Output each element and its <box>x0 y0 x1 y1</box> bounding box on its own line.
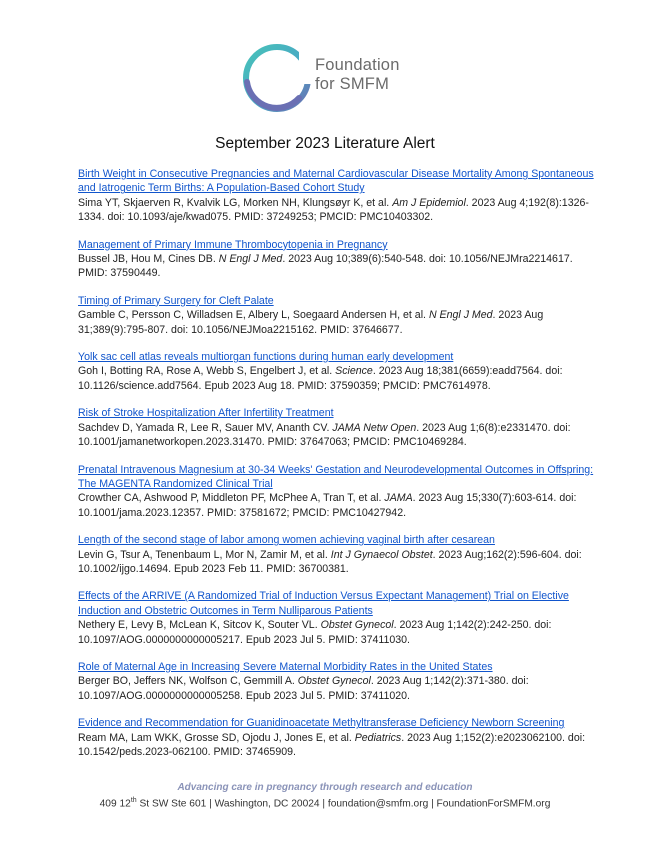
citation <box>78 491 598 520</box>
citation-details: . 2023 Aug 1;142(2):242-250. doi: 10.1097/AOG.0000000000005217. Epub 2023 Jul 5. PMID: 37411030. <box>78 619 552 646</box>
citation <box>78 731 598 760</box>
article-title-link[interactable]: Role of Maternal Age in Increasing Severe Maternal Morbidity Rates in the United States <box>78 660 493 673</box>
article-title-link[interactable]: Effects of the ARRIVE (A Randomized Trial of Induction Versus Expectant Management) Trial on Elective Induction and Obstetric Outcomes in Term Nulliparous Patients <box>78 590 569 617</box>
address-rest: St SW Ste 601 | Washington, DC 20024 | foundation@smfm.org | FoundationForSMFM.org <box>136 798 551 810</box>
citation-authors: Berger BO, Jeffers NK, Wolfson C, Gemmill A. <box>78 675 298 688</box>
citation-journal: JAMA Netw Open <box>332 421 417 434</box>
citation-details: . 2023 Aug;162(2):596-604. doi: 10.1002/ijgo.14694. Epub 2023 Feb 11. PMID: 36700381. <box>78 548 582 575</box>
citation-journal: Obstet Gynecol <box>320 619 394 632</box>
citation-details: . 2023 Aug 1;6(8):e2331470. doi: 10.1001/jamanetworkopen.2023.31470. PMID: 37647063; PMCID: PMC10469284. <box>78 421 571 449</box>
footer-tagline: Advancing care in pregnancy through research and education <box>177 782 473 793</box>
citation <box>78 308 598 337</box>
ring-logo-icon <box>241 42 313 114</box>
page-title: September 2023 Literature Alert <box>215 135 435 152</box>
citation-details: . 2023 Aug 31;389(9):795-807. doi: 10.1056/NEJMoa2215162. PMID: 37646677. <box>78 309 544 336</box>
literature-entry <box>78 660 598 703</box>
literature-entry <box>78 294 598 337</box>
citation-authors: Nethery E, Levy B, McLean K, Sitcov K, Souter VL. <box>78 619 321 632</box>
citation <box>78 364 598 393</box>
article-title-link[interactable]: Length of the second stage of labor among women achieving vaginal birth after cesarean <box>78 534 495 547</box>
citation-details: . 2023 Aug 1;142(2):371-380. doi: 10.1097/AOG.0000000000005258. Epub 2023 Jul 5. PMID: 37411020. <box>78 675 529 702</box>
literature-entry <box>78 716 598 759</box>
citation-authors: Crowther CA, Ashwood P, Middleton PF, McPhee A, Tran T, et al. <box>78 492 385 505</box>
literature-entry <box>78 167 598 225</box>
literature-entry <box>78 589 598 647</box>
address-number: 409 12 <box>99 798 131 810</box>
citation-journal: N Engl J Med <box>218 253 283 266</box>
citation-authors: Sima YT, Skjaerven R, Kvalvik LG, Morken NH, Klungsøyr K, et al. <box>78 196 393 209</box>
citation <box>78 674 598 703</box>
citation-authors: Goh I, Botting RA, Rose A, Webb S, Engelbert J, et al. <box>78 365 336 378</box>
article-title-link[interactable]: Risk of Stroke Hospitalization After Infertility Treatment <box>78 407 334 420</box>
address-suffix: th <box>130 797 137 804</box>
citation-details: . 2023 Aug 10;389(6):540-548. doi: 10.1056/NEJMra2214617. PMID: 37590449. <box>78 253 573 280</box>
article-title-link[interactable]: Evidence and Recommendation for Guanidinoacetate Methyltransferase Deficiency Newborn Screening <box>78 717 565 730</box>
citation-authors: Ream MA, Lam WKK, Grosse SD, Ojodu J, Jones E, et al. <box>78 731 355 744</box>
citation-details: . 2023 Aug 4;192(8):1326-1334. doi: 10.1093/aje/kwad075. PMID: 37249253; PMCID: PMC10403302. <box>78 196 589 224</box>
literature-entry <box>78 238 598 281</box>
brand-name-line1: Foundation <box>315 56 400 74</box>
citation-authors: Gamble C, Persson C, Willadsen E, Albery L, Soegaard Andersen H, et al. <box>78 309 429 322</box>
citation <box>78 618 598 647</box>
literature-entry <box>78 350 598 393</box>
brand-name <box>315 56 400 94</box>
literature-list <box>78 167 598 772</box>
citation-authors: Sachdev D, Yamada R, Lee R, Sauer MV, Ananth CV. <box>78 421 333 434</box>
literature-entry <box>78 463 598 521</box>
article-title-link[interactable]: Prenatal Intravenous Magnesium at 30-34 Weeks' Gestation and Neurodevelopmental Outcomes in Offspring: The MAGENTA Randomized Clinical Trial <box>78 463 594 490</box>
citation-journal: JAMA <box>384 492 413 505</box>
citation <box>78 196 598 225</box>
citation-journal: Int J Gynaecol Obstet <box>330 548 433 561</box>
literature-entry <box>78 533 598 576</box>
article-title-link[interactable]: Yolk sac cell atlas reveals multiorgan functions during human early development <box>78 351 454 364</box>
citation-journal: Pediatrics <box>354 731 402 744</box>
article-title-link[interactable]: Birth Weight in Consecutive Pregnancies and Maternal Cardiovascular Disease Mortality Among Spontaneous and Iatrogenic Term Births: A Population-Based Cohort Study <box>78 168 594 195</box>
article-title-link[interactable]: Timing of Primary Surgery for Cleft Palate <box>78 294 274 307</box>
citation-journal: Obstet Gynecol <box>297 675 371 688</box>
citation-journal: N Engl J Med <box>428 309 493 322</box>
citation-details: . 2023 Aug 1;152(2):e2023062100. doi: 10.1542/peds.2023-062100. PMID: 37465909. <box>78 731 586 758</box>
citation-authors: Bussel JB, Hou M, Cines DB. <box>78 253 219 266</box>
brand-name-line2: for SMFM <box>315 75 390 93</box>
article-title-link[interactable]: Management of Primary Immune Thrombocytopenia in Pregnancy <box>78 238 388 251</box>
footer-address <box>0 797 650 809</box>
literature-entry <box>78 406 598 449</box>
citation-journal: Science <box>335 365 373 378</box>
citation <box>78 252 598 281</box>
citation-journal: Am J Epidemiol <box>392 196 466 209</box>
citation <box>78 421 598 450</box>
citation-details: . 2023 Aug 15;330(7):603-614. doi: 10.1001/jama.2023.12357. PMID: 37581672; PMCID: PMC10427942. <box>78 492 577 519</box>
citation <box>78 548 598 577</box>
citation-details: . 2023 Aug 18;381(6659):eadd7564. doi: 10.1126/science.add7564. Epub 2023 Aug 18. PMID: 37590359; PMCID: PMC7614978. <box>78 365 563 392</box>
citation-authors: Levin G, Tsur A, Tenenbaum L, Mor N, Zamir M, et al. <box>78 548 331 561</box>
